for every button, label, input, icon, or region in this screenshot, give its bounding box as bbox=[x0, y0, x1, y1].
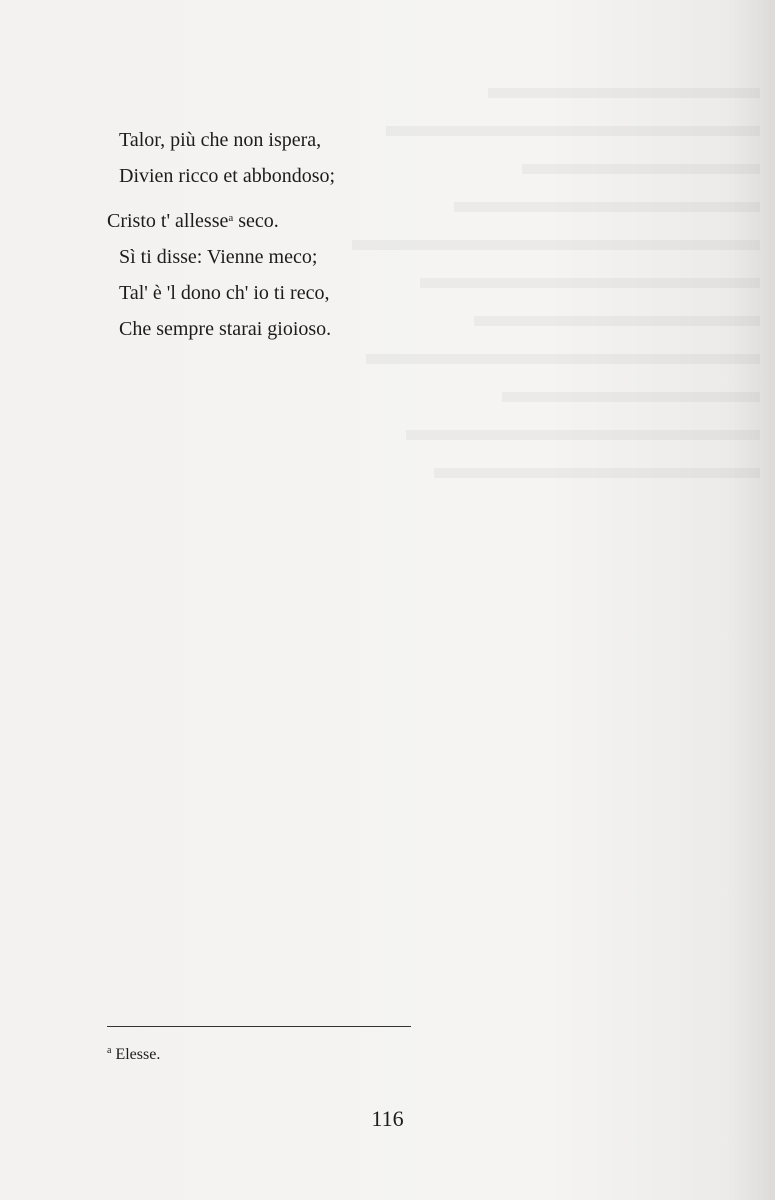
verse-line: Sì ti disse: Vienne meco; bbox=[119, 246, 318, 268]
stanza-1 bbox=[107, 122, 335, 194]
stanza-2 bbox=[107, 200, 335, 347]
verse-line bbox=[107, 200, 335, 239]
footnote-marker: a bbox=[107, 1045, 112, 1056]
footnote-text: Elesse. bbox=[115, 1046, 161, 1063]
verse-text: Cristo t' allesse bbox=[107, 210, 229, 232]
poem bbox=[107, 122, 335, 347]
verse-text: seco. bbox=[233, 210, 279, 232]
verse-line: Divien ricco et abbondoso; bbox=[119, 165, 336, 187]
footnote-marker: a bbox=[228, 212, 234, 224]
footnote bbox=[107, 1040, 160, 1066]
footnote-rule bbox=[107, 1026, 411, 1027]
verse-line: Tal' è 'l dono ch' io ti reco, bbox=[119, 282, 330, 304]
page-number: 116 bbox=[371, 1106, 404, 1131]
verse-line: Che sempre starai gioioso. bbox=[119, 318, 332, 340]
verse-line: Talor, più che non ispera, bbox=[119, 129, 322, 151]
